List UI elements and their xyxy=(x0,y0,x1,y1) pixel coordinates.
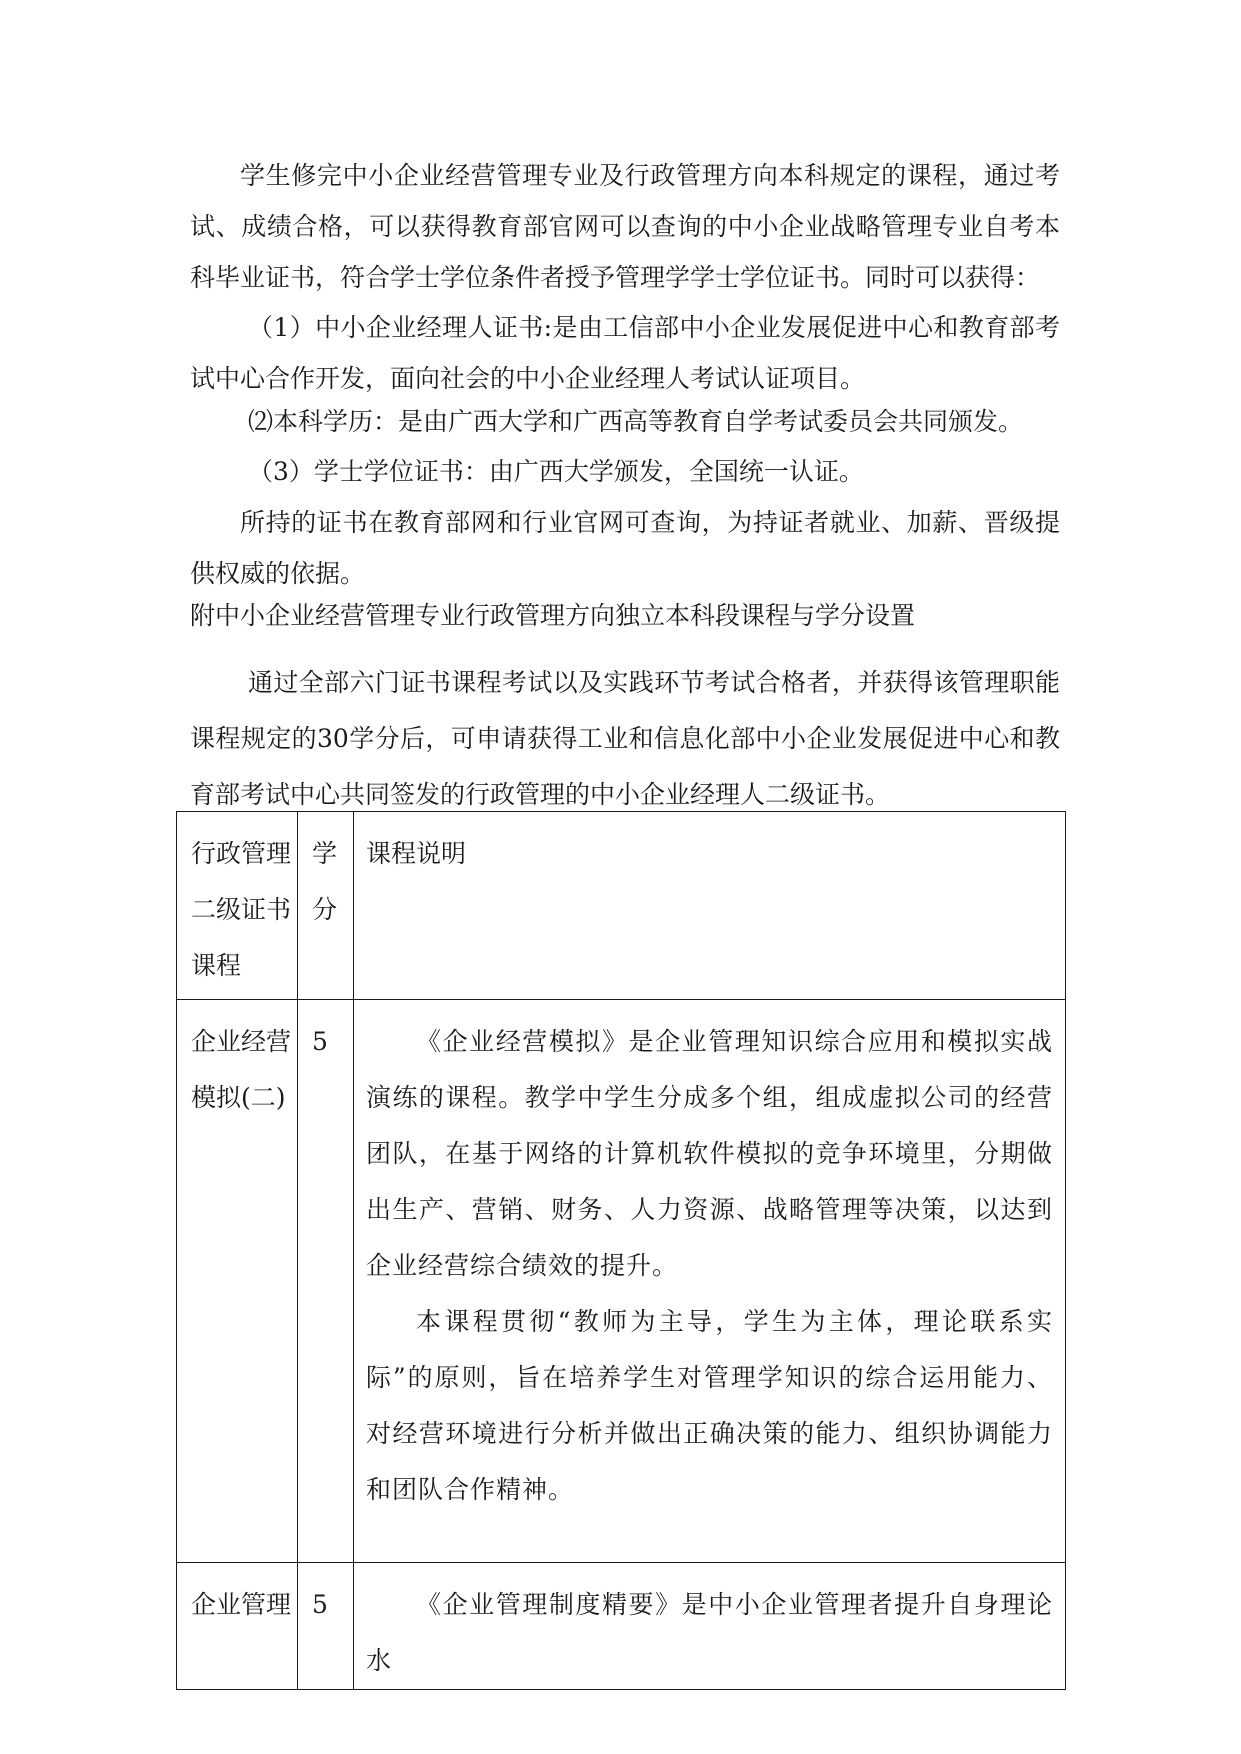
header-description-cell: 课程说明 xyxy=(354,812,1066,1000)
table-header-row xyxy=(177,812,1066,1000)
course-credit-table xyxy=(176,811,1066,1690)
certificate-3-paragraph: （3）学士学位证书：由广西大学颁发，全国统一认证。 xyxy=(248,457,864,486)
course-credit-cell: 5 xyxy=(298,1563,354,1690)
course-name-cell: 企业经营模拟(二) xyxy=(177,1000,298,1563)
course-description-cell xyxy=(354,1000,1066,1563)
course-credit-cell: 5 xyxy=(298,1000,354,1563)
intro-paragraph: 学生修完中小企业经营管理专业及行政管理方向本科规定的课程，通过考试、成绩合格，可以获得教育部官网可以查询的中小企业战略管理专业自考本科毕业证书，符合学士学位条件者授予管理学学士学位证书。同时可以获得： xyxy=(190,161,1060,292)
course-name-cell: 企业管理 xyxy=(177,1563,298,1690)
table-row xyxy=(177,1563,1066,1690)
header-course-cell: 行政管理二级证书课程 xyxy=(177,812,298,1000)
course-description-paragraph: 本课程贯彻“教师为主导，学生为主体，理论联系实际”的原则，旨在培养学生对管理学知识的综合运用能力、对经营环境进行分析并做出正确决策的能力、组织协调能力和团队合作精神。 xyxy=(366,1307,1053,1504)
appendix-title: 附中小企业经营管理专业行政管理方向独立本科段课程与学分设置 xyxy=(190,601,916,630)
table-row xyxy=(177,1000,1066,1563)
pass-requirement-paragraph: 通过全部六门证书课程考试以及实践环节考试合格者，并获得该管理职能课程规定的30学分后，可申请获得工业和信息化部中小企业发展促进中心和教育部考试中心共同签发的行政管理的中小企业经理人二级证书。 xyxy=(190,668,1060,809)
course-description-paragraph: 《企业经营模拟》是企业管理知识综合应用和模拟实战演练的课程。教学中学生分成多个组，组成虚拟公司的经营团队，在基于网络的计算机软件模拟的竞争环境里，分期做出生产、营销、财务、人力资源、战略管理等决策，以达到企业经营综合绩效的提升。 xyxy=(366,1027,1053,1280)
header-credit-cell: 学分 xyxy=(298,812,354,1000)
course-description-paragraph: 《企业管理制度精要》是中小企业管理者提升自身理论水 xyxy=(366,1590,1053,1675)
certificate-note-paragraph: 所持的证书在教育部网和行业官网可查询，为持证者就业、加薪、晋级提供权威的依据。 xyxy=(190,508,1060,588)
course-description-cell xyxy=(354,1563,1066,1690)
certificate-1-paragraph: （1）中小企业经理人证书:是由工信部中小企业发展促进中心和教育部考试中心合作开发，面向社会的中小企业经理人考试认证项目。 xyxy=(190,313,1060,393)
certificate-2-paragraph: ⑵本科学历：是由广西大学和广西高等教育自学考试委员会共同颁发。 xyxy=(248,407,1024,436)
